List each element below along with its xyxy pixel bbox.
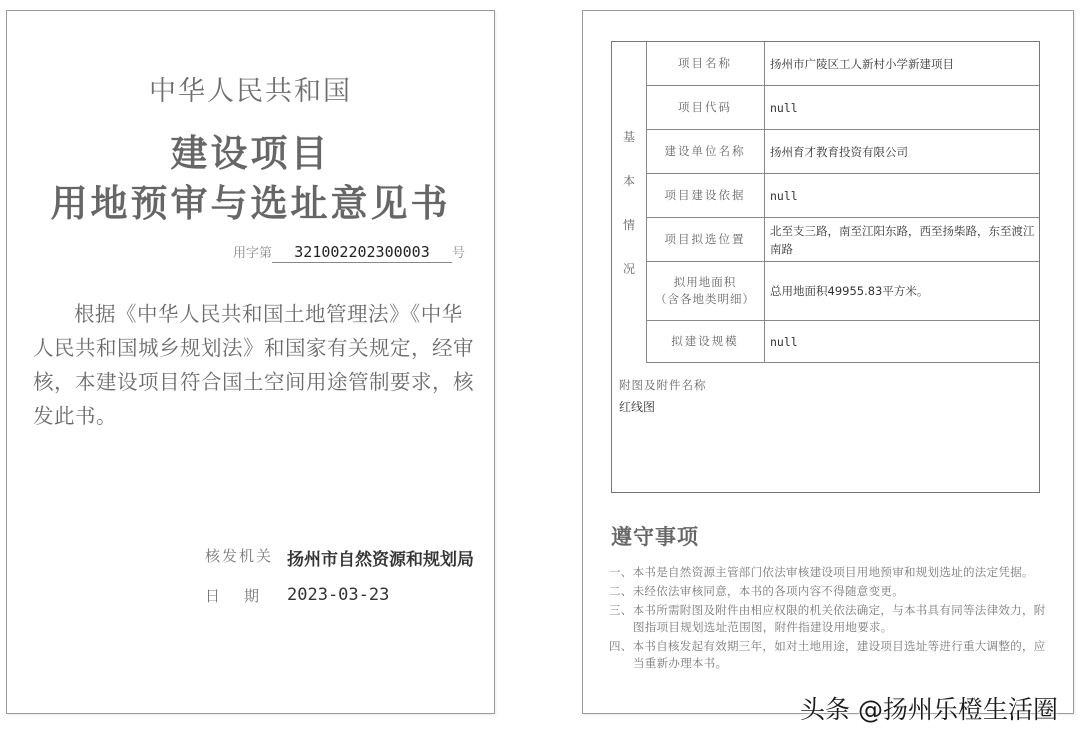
issue-date: 2023-03-23: [287, 585, 390, 605]
row-label: 建设单位名称: [646, 130, 765, 173]
table-row: [646, 218, 1039, 262]
side-char: 况: [623, 262, 636, 276]
title-line-1: 建设项目: [170, 132, 331, 175]
issuer-name: 扬州市自然资源和规划局: [287, 550, 474, 570]
list-item: 四、本书自核发起有效期三年，如对土地用途，建设项目选址等进行重大调整的，应当重新办理本书。: [609, 639, 1046, 670]
table-row: [646, 86, 1039, 130]
row-value: 北至支三路，南至江阳东路，西至扬柴路，东至渡江南路: [770, 223, 1035, 256]
row-value: null: [770, 334, 798, 349]
row-label: 项目建设依据: [646, 174, 765, 217]
list-item: 三、本书所需附图及附件由相应权限的机关依法确定，与本书具有同等法律效力，附图指项目规划选址范围图，附件指建设用地要求。: [609, 603, 1046, 634]
row-label: 拟建设规模: [646, 321, 765, 362]
doc-suffix: 号: [452, 246, 466, 261]
basic-info-table: [611, 41, 1040, 493]
row-value: null: [770, 100, 798, 115]
basic-info-side-label: [612, 42, 647, 362]
row-value: 扬州育才教育投资有限公司: [770, 144, 908, 159]
certificate-detail-page: [582, 10, 1074, 714]
table-row: [646, 174, 1039, 218]
title-line-2: 用地预审与选址意见书: [50, 182, 451, 225]
row-value: 扬州市广陵区工人新村小学新建项目: [770, 56, 954, 71]
table-row: [646, 321, 1039, 363]
row-value: 总用地面积49955.83平方米。: [770, 284, 929, 298]
row-value: null: [770, 188, 798, 203]
document-number: 321002202300003: [272, 243, 452, 263]
row-label: 项目拟选位置: [646, 218, 765, 261]
rules-title: 遵守事项: [611, 525, 699, 549]
attachment-value: 红线图: [619, 400, 656, 414]
attachment-label: 附图及附件名称: [619, 378, 707, 392]
list-item: 二、未经依法审核同意，本书的各项内容不得随意变更。: [609, 584, 904, 598]
side-char: 情: [623, 218, 636, 232]
issuer-label: 核发机关: [205, 547, 274, 565]
row-label: 项目代码: [646, 86, 765, 129]
row-label: 项目名称: [646, 42, 765, 85]
country-name: 中华人民共和国: [149, 76, 352, 107]
table-row: [646, 42, 1039, 86]
side-char: 本: [623, 174, 636, 188]
row-label: 拟用地面积 （含各地类明细）: [646, 262, 765, 320]
rules-list: [609, 564, 1049, 674]
document-number-line: [233, 242, 465, 263]
list-item: 一、本书是自然资源主管部门依法审核建设项目用地预审和规划选址的法定凭据。: [609, 565, 1034, 579]
date-label: 日期: [205, 587, 284, 605]
side-char: 基: [623, 130, 636, 144]
doc-prefix: 用字第: [233, 246, 273, 261]
certificate-body-text: 根据《中华人民共和国土地管理法》《中华人民共和国城乡规划法》和国家有关规定，经审核，本建设项目符合国土空间用途管制要求，核发此书。: [33, 302, 474, 428]
certificate-cover-page: [6, 10, 495, 714]
source-watermark: 头条 @扬州乐橙生活圈: [800, 695, 1058, 724]
table-row: [646, 262, 1039, 321]
table-row: [646, 130, 1039, 174]
